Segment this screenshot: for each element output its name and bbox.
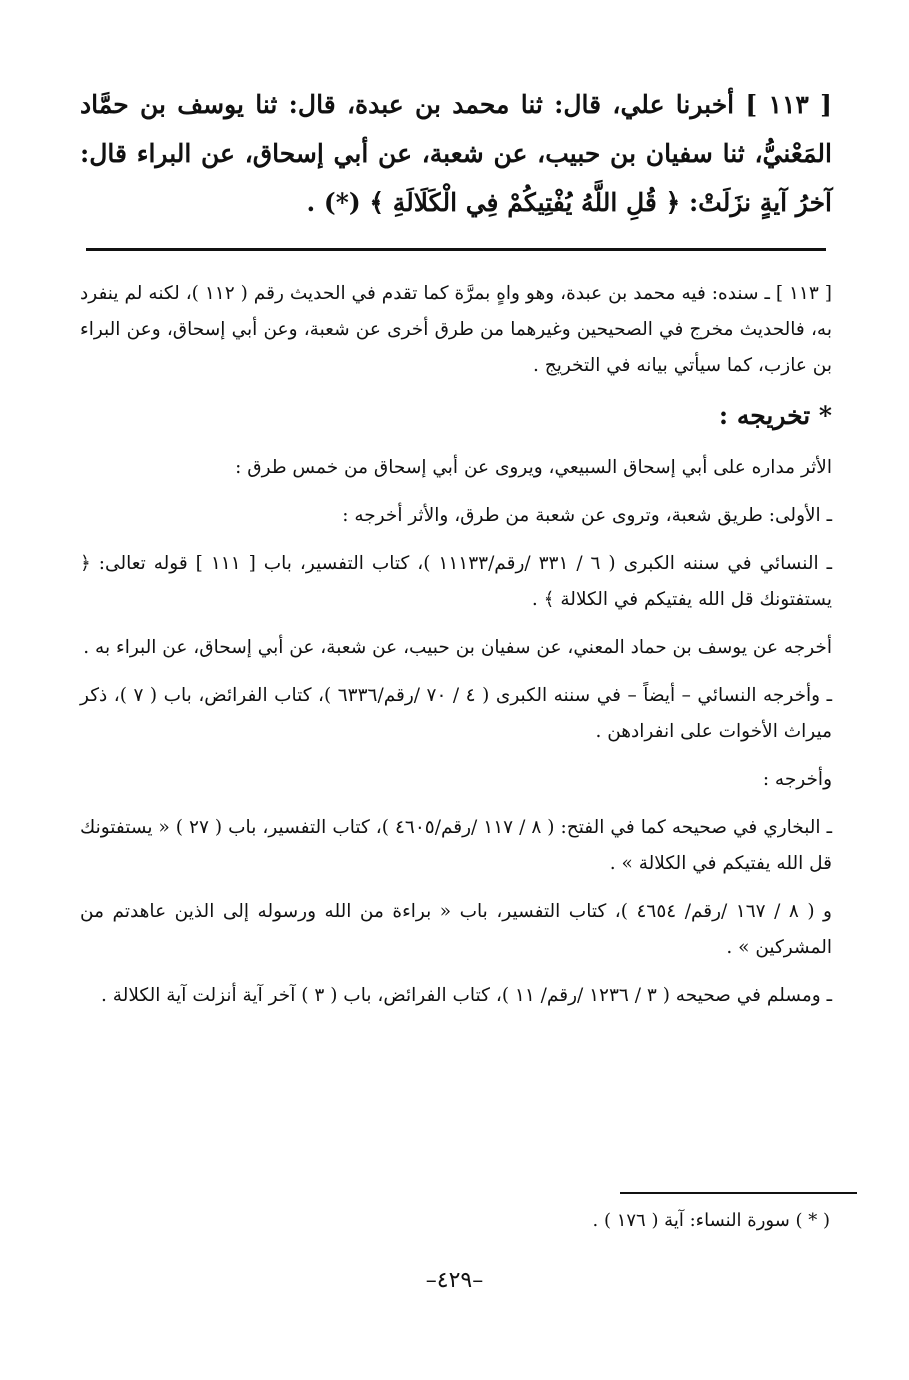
takhrij-paragraph-4: أخرجه عن يوسف بن حماد المعني، عن سفيان بن حبيب، عن شعبة، عن أبي إسحاق، عن البراء به . [83, 637, 832, 658]
takhrij-paragraph-5: ـ وأخرجه النسائي – أيضاً – في سننه الكبرى ( ٤ / ٧٠ /رقم/٦٣٣٦ )، كتاب الفرائض، باب ( ٧ )، ذكر ميراث الأخوات على انفرادهن . [80, 685, 832, 742]
takhrij-paragraph-1: الأثر مداره على أبي إسحاق السبيعي، ويروى عن أبي إسحاق من خمس طرق : [235, 457, 832, 478]
takhrij-paragraph-2: ـ الأولى: طريق شعبة، وتروى عن شعبة من طرق، والأثر أخرجه : [342, 505, 832, 526]
page-number: –٤٢٩– [425, 1268, 484, 1293]
main-hadith-text: [ ١١٣ ] أخبرنا علي، قال: ثنا محمد بن عبدة، قال: ثنا يوسف بن حمَّاد المَعْنيُّ، ثنا سفيان بن حبيب، عن شعبة، عن أبي إسحاق، عن البراء قال: آخرُ آيةٍ نزَلَتْ: ﴿ قُلِ اللَّهُ يُفْتِيكُمْ فِي الْكَلَالَةِ ﴾ (*) . [80, 90, 832, 217]
footnote-separator [620, 1192, 857, 1194]
commentary-isnad-note: [ ١١٣ ] ـ سنده: فيه محمد بن عبدة، وهو واهٍ بمرَّة كما تقدم في الحديث رقم ( ١١٢ )، لكنه لم ينفرد به، فالحديث مخرج في الصحيحين وغيرهما من طرق أخرى عن شعبة، وعن أبي إسحاق، وعن البراء بن عازب، كما سيأتي بيانه في التخريج . [80, 283, 832, 376]
takhrij-paragraph-9: ـ ومسلم في صحيحه ( ٣ / ١٢٣٦ /رقم/ ١١ )، كتاب الفرائض، باب ( ٣ ) آخر آية أنزلت آية الكلالة . [101, 985, 832, 1006]
main-text-separator [86, 248, 826, 251]
commentary-section [80, 276, 832, 1026]
footnote: ( * ) سورة النساء: آية ( ١٧٦ ) . [592, 1210, 830, 1231]
takhrij-paragraph-8: و ( ٨ / ١٦٧ /رقم/ ٤٦٥٤ )، كتاب التفسير، باب « براءة من الله ورسوله إلى الذين عاهدتم من المشركين » . [80, 901, 832, 958]
takhrij-paragraph-3: ـ النسائي في سننه الكبرى ( ٦ / ٣٣١ /رقم/١١١٣٣ )، كتاب التفسير، باب [ ١١١ ] قوله تعالى: ﴿ يستفتونك قل الله يفتيكم في الكلالة ﴾ . [80, 553, 833, 610]
takhrij-paragraph-7: ـ البخاري في صحيحه كما في الفتح: ( ٨ / ١١٧ /رقم/٤٦٠٥ )، كتاب التفسير، باب ( ٢٧ ) « يستفتونك قل الله يفتيكم في الكلالة » . [80, 817, 832, 874]
takhrij-heading: * تخريجه : [718, 401, 832, 430]
takhrij-paragraph-6: وأخرجه : [762, 769, 832, 790]
